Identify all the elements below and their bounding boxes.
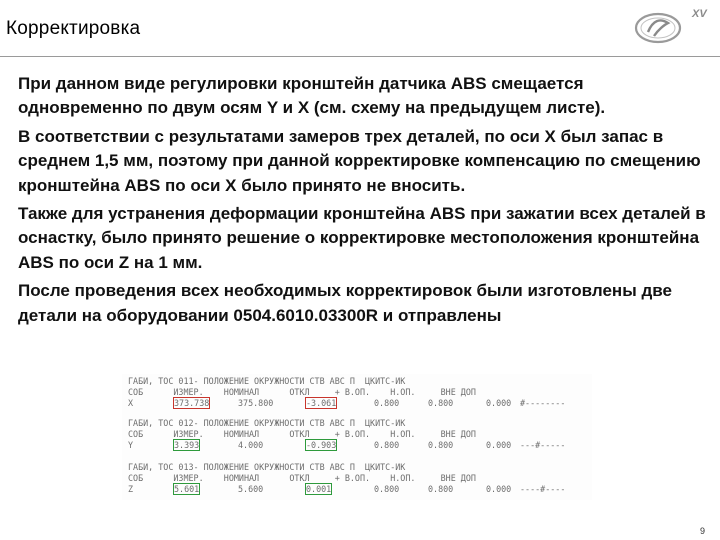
nominal-value: 375.800 — [238, 398, 274, 408]
lower-tol: 0.800 — [428, 484, 454, 494]
upper-tol: 0.800 — [374, 398, 400, 408]
deviation-value: -3.061 — [306, 398, 337, 408]
slide-body — [18, 72, 708, 332]
nominal-value: 5.600 — [238, 484, 264, 494]
out-tol: 0.000 — [486, 484, 512, 494]
lower-tol: 0.800 — [428, 398, 454, 408]
logo-mark: XV — [692, 8, 707, 20]
tolerance-bar: ---#----- — [520, 440, 566, 450]
paragraph: Также для устранения деформации кронштейна ABS при зажатии всех деталей в оснастку, было принято решение о корректировке местоположения кронштейна ABS по оси Z на 1 мм. — [18, 204, 706, 272]
measured-value: 5.601 — [174, 484, 200, 494]
tolerance-bar: #-------- — [520, 398, 566, 408]
printout-header: ГАБИ, ТОС 013- ПОЛОЖЕНИЕ ОКРУЖНОСТИ СТВ АВС П ЦКИТС-ИК — [128, 462, 406, 472]
paragraph: После проведения всех необходимых корректировок были изготовлены две детали на оборудовании 0504.6010.03300R и отправлены — [18, 281, 672, 325]
paragraph: В соответствии с результатами замеров трех деталей, по оси Х был запас в среднем 1,5 мм, поэтому при данной корректировке компенсацию по смещению кронштейна ABS по оси Х было принято не вносить. — [18, 126, 701, 195]
out-tol: 0.000 — [486, 440, 512, 450]
printout-header: ГАБИ, ТОС 012- ПОЛОЖЕНИЕ ОКРУЖНОСТИ СТВ АВС П ЦКИТС-ИК — [128, 418, 406, 428]
printout-columns: СОБ ИЗМЕР. НОМИНАЛ ОТКЛ + В.ОП. Н.ОП. ВНЕ ДОП — [128, 473, 476, 483]
axis-label: Z — [128, 484, 134, 494]
printout-columns: СОБ ИЗМЕР. НОМИНАЛ ОТКЛ + В.ОП. Н.ОП. ВНЕ ДОП — [128, 387, 476, 397]
axis-label: Y — [128, 440, 134, 450]
title-divider — [0, 56, 720, 57]
measurement-printout-image — [122, 374, 592, 500]
measured-value: 373.738 — [174, 398, 210, 408]
printout-columns: СОБ ИЗМЕР. НОМИНАЛ ОТКЛ + В.ОП. Н.ОП. ВНЕ ДОП — [128, 429, 476, 439]
nominal-value: 4.000 — [238, 440, 264, 450]
upper-tol: 0.800 — [374, 484, 400, 494]
slide-title: Корректировка — [6, 18, 141, 39]
upper-tol: 0.800 — [374, 440, 400, 450]
page-number: 9 — [700, 526, 706, 536]
printout-header: ГАБИ, ТОС 011- ПОЛОЖЕНИЕ ОКРУЖНОСТИ СТВ АВС П ЦКИТС-ИК — [128, 376, 406, 386]
out-tol: 0.000 — [486, 398, 512, 408]
measured-value: 3.393 — [174, 440, 200, 450]
lower-tol: 0.800 — [428, 440, 454, 450]
axis-label: X — [128, 398, 134, 408]
tolerance-bar: ----#---- — [520, 484, 566, 494]
paragraph: При данном виде регулировки кронштейн датчика ABS смещается одновременно по двум осям Y и X (см. схему на предыдущем листе). — [18, 74, 606, 118]
deviation-value: -0.903 — [306, 440, 337, 450]
deviation-value: 0.001 — [306, 484, 332, 494]
